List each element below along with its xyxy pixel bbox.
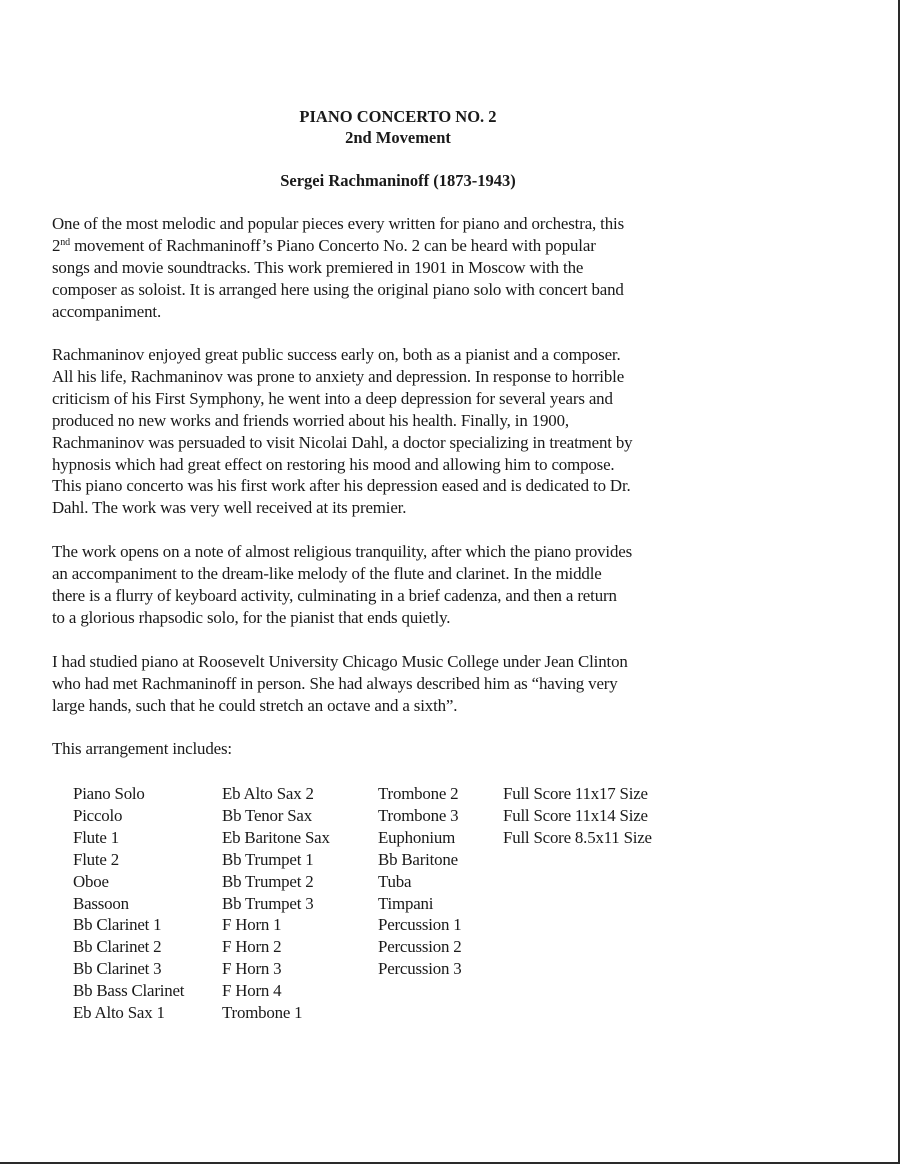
instrument-item: F Horn 2 [222,937,282,957]
instrument-item: Flute 2 [73,849,119,869]
composer-heading: Sergei Rachmaninoff (1873-1943) [280,171,516,190]
instrument-item: Tuba [378,871,412,891]
ordinal-suffix: nd [60,236,70,248]
arrangement-intro: This arrangement includes: [52,739,232,758]
paragraph-description [52,541,772,629]
paragraph-line: Dahl. The work was very well received at its premier. [52,498,407,518]
document-title: PIANO CONCERTO NO. 2 [299,107,497,126]
paragraph-line: This piano concerto was his first work after his depression eased and is dedicated to Dr. [52,476,631,496]
instrument-item: Bb Tenor Sax [222,805,312,825]
instrument-item: Bb Clarinet 1 [73,915,162,935]
paragraph-line: to a glorious rhapsodic solo, for the pianist that ends quietly. [52,607,451,627]
paragraph-line: criticism of his First Symphony, he went into a deep depression for several years and [52,388,613,408]
paragraph-line: Rachmaninov enjoyed great public success early on, both as a pianist and a composer. [52,345,621,364]
paragraph-line-text: movement of Rachmaninoff’s Piano Concerto No. 2 can be heard with popular [70,235,596,255]
ordinal-number: 2 [52,235,61,255]
instrument-column-3 [378,783,461,980]
paragraph-personal-note [52,651,772,717]
score-item: Full Score 8.5x11 Size [503,827,652,847]
score-item: Full Score 11x17 Size [503,784,648,803]
score-item: Full Score 11x14 Size [503,805,648,825]
instrument-item: Eb Alto Sax 1 [73,1003,165,1023]
instrument-item: Trombone 2 [378,784,459,803]
paragraph-line: composer as soloist. It is arranged here using the original piano solo with concert band [52,279,624,299]
instrument-column-4 [503,783,652,849]
instrument-item: Percussion 1 [378,915,462,935]
instrument-item: Bb Clarinet 2 [73,937,162,957]
instrument-item: Eb Alto Sax 2 [222,784,314,803]
paragraph-line: produced no new works and friends worried about his health. Finally, in 1900, [52,410,569,430]
instrument-item: Trombone 3 [378,805,459,825]
paragraph-line: accompaniment. [52,301,162,321]
instrument-column-1 [73,783,184,1024]
paragraph-line: Rachmaninov was persuaded to visit Nicolai Dahl, a doctor specializing in treatment by [52,432,633,452]
paragraph-line: songs and movie soundtracks. This work premiered in 1901 in Moscow with the [52,257,584,277]
paragraph-line: there is a flurry of keyboard activity, culminating in a brief cadenza, and then a return [52,585,617,605]
instrument-item: Euphonium [378,827,456,847]
instrument-item: Trombone 1 [222,1003,303,1023]
instrument-item: Bb Trumpet 2 [222,871,314,891]
instrument-item: Percussion 3 [378,959,462,979]
instrument-item: Flute 1 [73,827,119,847]
instrument-item: Eb Baritone Sax [222,827,330,847]
instrument-item: Bb Trumpet 3 [222,893,314,913]
document-subtitle: 2nd Movement [345,128,451,147]
paragraph-line: I had studied piano at Roosevelt University Chicago Music College under Jean Clinton [52,652,628,671]
paragraph-biography [52,344,772,519]
instrument-item: Oboe [73,871,109,891]
instrument-item: Bb Baritone [378,849,458,869]
paragraph-line: One of the most melodic and popular pieces every written for piano and orchestra, this [52,214,624,233]
title-block [0,106,796,148]
instrument-item: Timpani [378,893,434,913]
instrument-item: F Horn 4 [222,981,282,1001]
instrument-item: Bb Clarinet 3 [73,959,162,979]
instrument-item: Bb Bass Clarinet [73,981,185,1001]
paragraph-line: who had met Rachmaninoff in person. She had always described him as “having very [52,673,618,693]
instrument-item: Bassoon [73,893,129,913]
paragraph-intro [52,213,772,323]
paragraph-line: an accompaniment to the dream-like melody of the flute and clarinet. In the middle [52,563,602,583]
instrument-item: F Horn 3 [222,959,282,979]
instrument-item: Bb Trumpet 1 [222,849,314,869]
paragraph-line: large hands, such that he could stretch an octave and a sixth”. [52,695,458,715]
instrument-item: Percussion 2 [378,937,462,957]
paragraph-line [52,235,772,257]
paragraph-line: The work opens on a note of almost religious tranquility, after which the piano provides [52,542,633,561]
paragraph-line: hypnosis which had great effect on restoring his mood and allowing him to compose. [52,454,615,474]
paragraph-line: All his life, Rachmaninov was prone to anxiety and depression. In response to horrible [52,366,625,386]
instrument-item: Piano Solo [73,784,145,803]
instrument-item: Piccolo [73,805,123,825]
instrument-column-2 [222,783,330,1024]
instrument-item: F Horn 1 [222,915,282,935]
